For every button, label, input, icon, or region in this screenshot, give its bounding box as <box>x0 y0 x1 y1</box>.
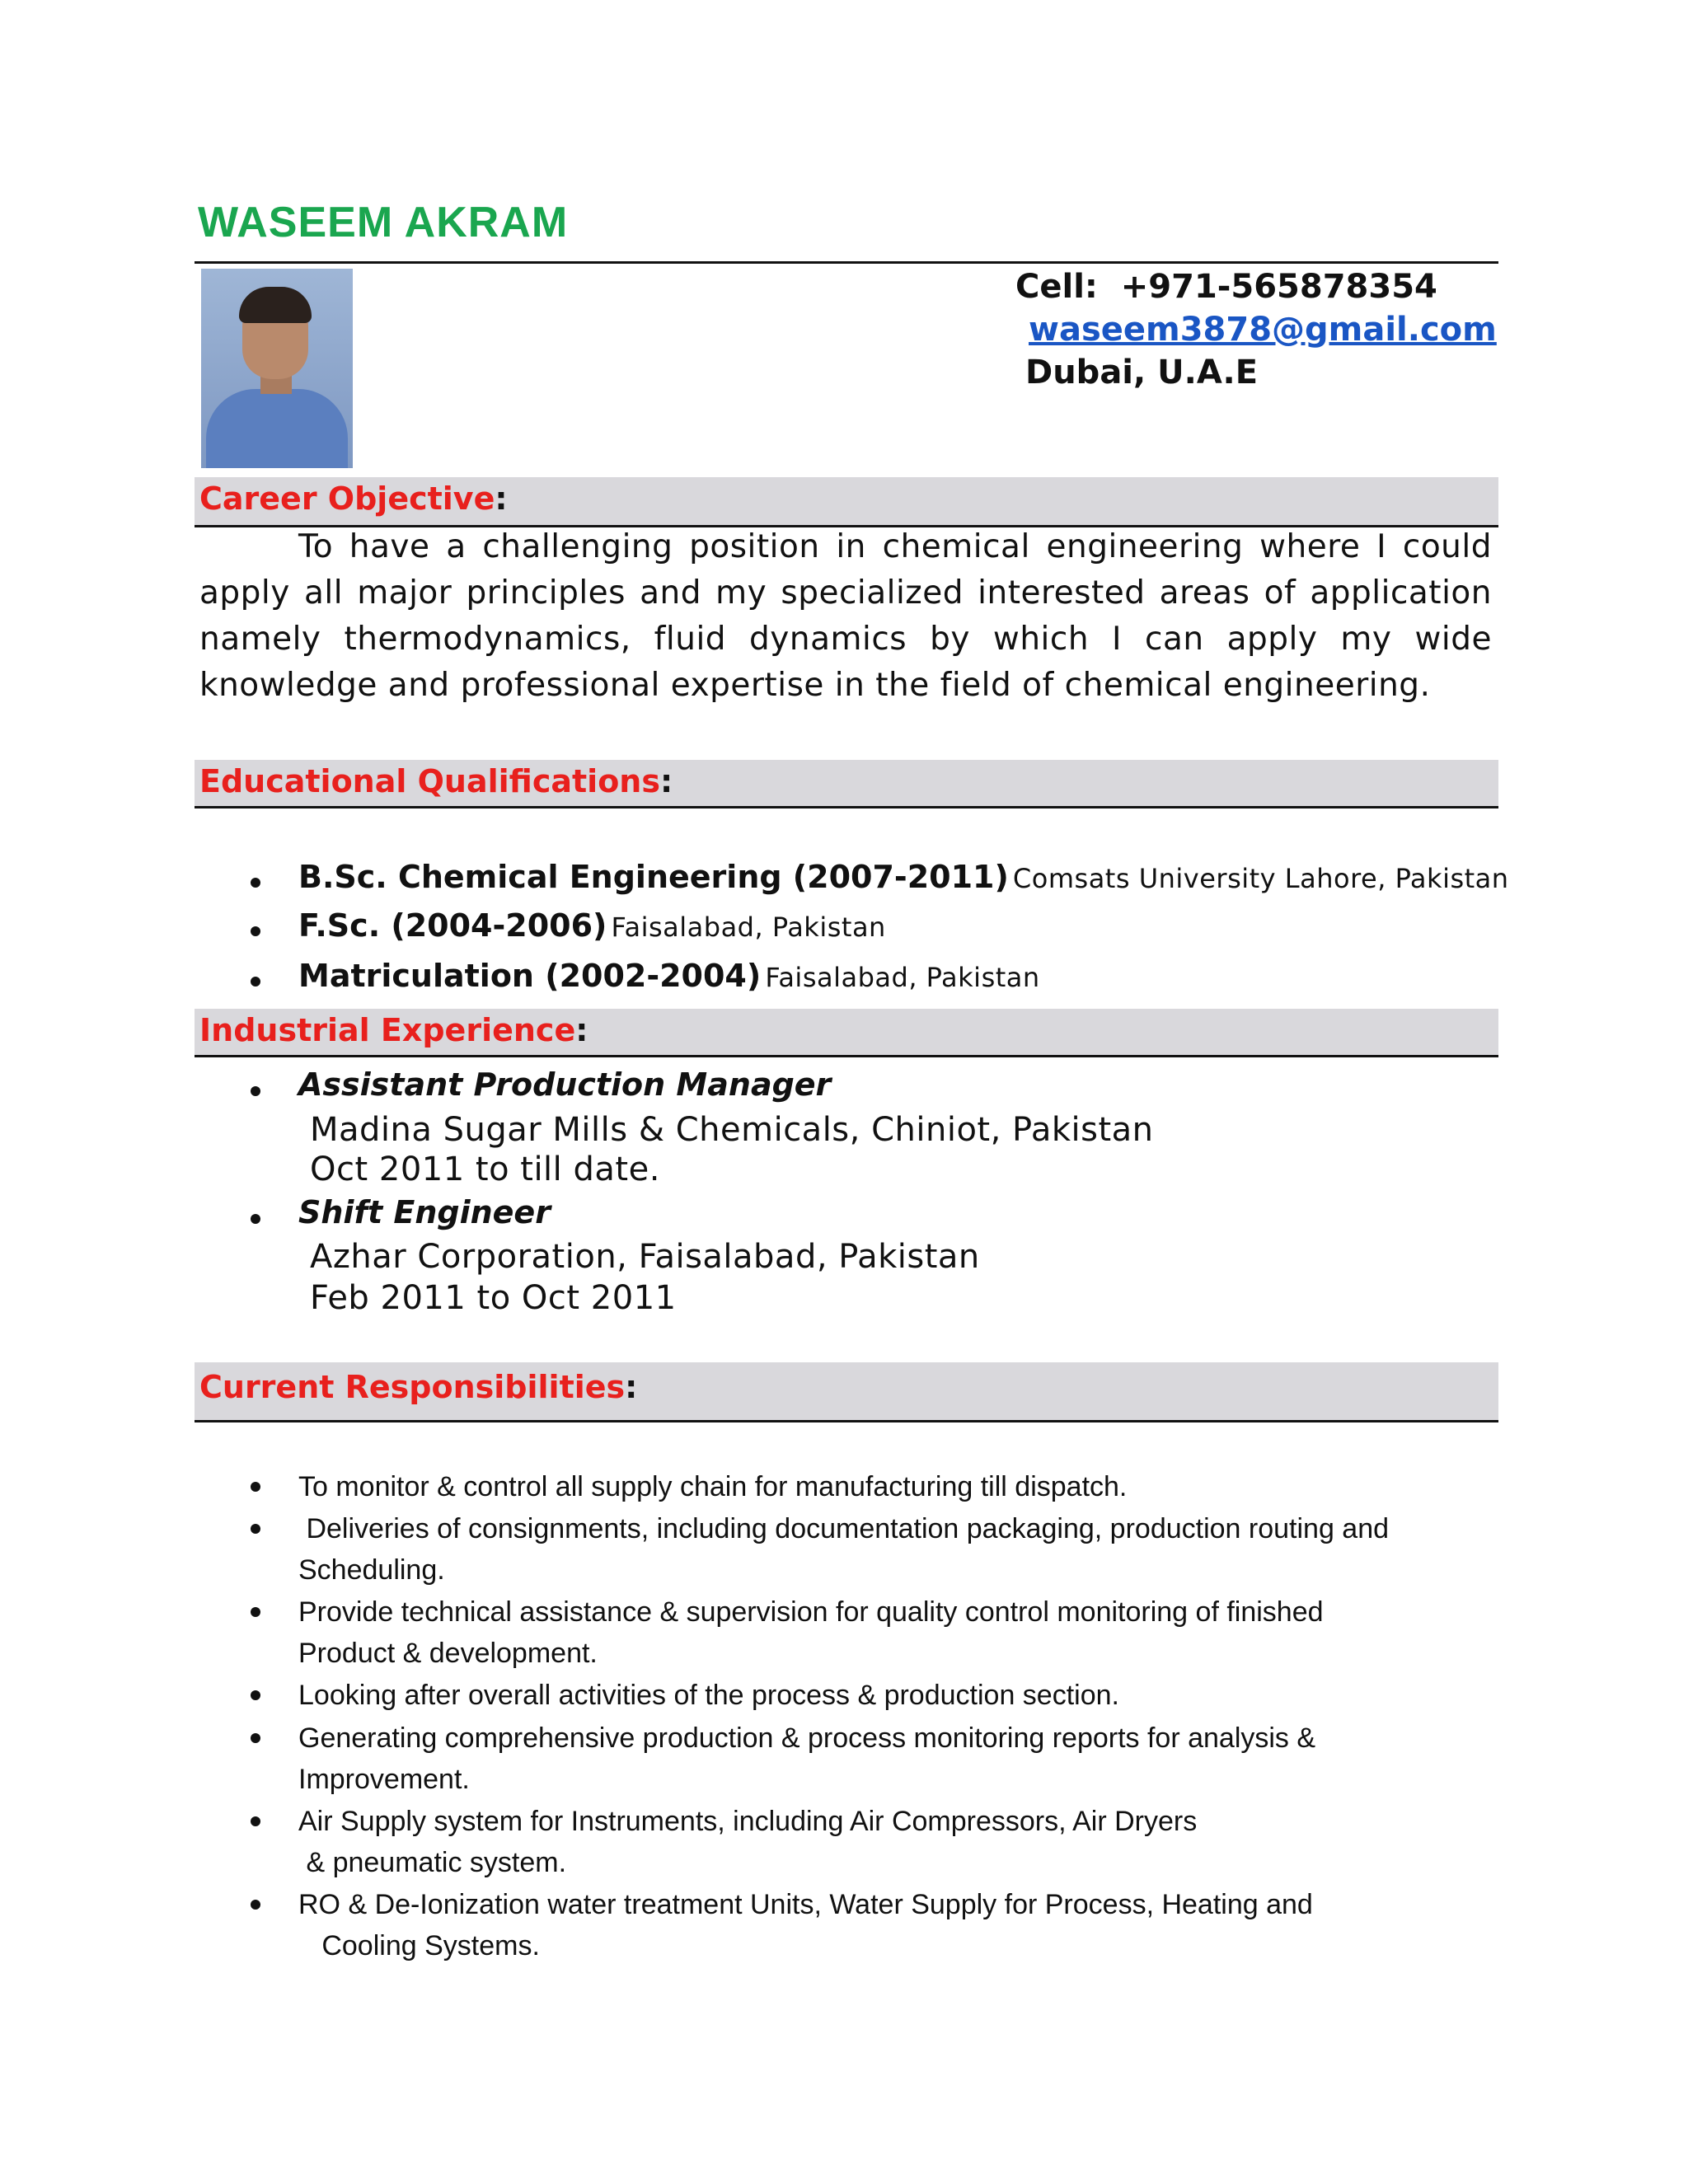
bullet-icon <box>251 1900 260 1910</box>
section-colon: : <box>575 1012 588 1048</box>
responsibility-item <box>298 1466 1127 1507</box>
objective-text: To have a challenging position in chemical engineering where I could apply all major principles and my specialized interested areas of application namely thermodynamics, fluid dynamics by which I can apply my wide knowledge and professional expertise in the field of chemical engineering. <box>199 528 1492 704</box>
degree: F.Sc. (2004-2006) <box>298 907 607 944</box>
section-colon: : <box>659 763 673 799</box>
responsibility-line: RO & De-Ionization water treatment Units, Water Supply for Process, Heating and <box>298 1889 1313 1920</box>
section-experience <box>195 1009 1498 1057</box>
responsibility-item <box>298 1508 1389 1591</box>
location-text: Dubai, U.A.E <box>1025 354 1259 391</box>
institution: Faisalabad, Pakistan <box>611 912 886 943</box>
job-title: Assistant Production Manager <box>298 1066 832 1103</box>
responsibility-line: Improvement. <box>298 1764 470 1795</box>
section-colon: : <box>495 480 508 517</box>
bullet-icon <box>251 1524 260 1534</box>
section-title: Career Objective <box>199 480 495 517</box>
degree: Matriculation (2002-2004) <box>298 958 762 994</box>
bullet-icon <box>251 1214 260 1224</box>
section-responsibilities <box>195 1362 1498 1422</box>
institution: Faisalabad, Pakistan <box>765 962 1040 993</box>
email-link[interactable]: waseem3878@gmail.com <box>1029 311 1497 349</box>
institution: Comsats University Lahore, Pakistan <box>1012 863 1509 894</box>
bullet-icon <box>251 1733 260 1743</box>
header-divider <box>195 261 1498 264</box>
bullet-icon <box>251 1607 260 1617</box>
job-title: Shift Engineer <box>298 1194 551 1230</box>
bullet-icon <box>251 1086 260 1096</box>
bullet-icon <box>251 1690 260 1700</box>
responsibility-line: Looking after overall activities of the process & production section. <box>298 1680 1119 1711</box>
candidate-name: WASEEM AKRAM <box>198 199 569 246</box>
responsibility-line: Product & development. <box>298 1638 598 1669</box>
cell-label: Cell: <box>1015 268 1098 306</box>
responsibility-line: Air Supply system for Instruments, including Air Compressors, Air Dryers <box>298 1806 1198 1837</box>
education-item <box>298 859 1509 895</box>
company: Madina Sugar Mills & Chemicals, Chiniot, Pakistan <box>310 1111 1154 1149</box>
section-title: Current Responsibilities <box>199 1369 626 1405</box>
responsibility-line: & pneumatic system. <box>298 1847 567 1878</box>
responsibility-item <box>298 1675 1119 1716</box>
cell-number: +971-565878354 <box>1120 268 1437 306</box>
responsibility-item <box>298 1591 1324 1674</box>
profile-photo <box>201 269 353 468</box>
education-item <box>298 958 1040 994</box>
responsibility-item <box>298 1718 1315 1800</box>
responsibility-line: Cooling Systems. <box>298 1930 540 1961</box>
bullet-icon <box>251 1482 260 1492</box>
section-colon: : <box>625 1369 638 1405</box>
responsibility-line: Generating comprehensive production & process monitoring reports for analysis & <box>298 1722 1316 1754</box>
cell-line <box>1015 265 1497 308</box>
responsibility-item <box>298 1801 1197 1883</box>
job-period: Feb 2011 to Oct 2011 <box>310 1279 677 1317</box>
responsibility-line: Scheduling. <box>298 1554 445 1586</box>
section-title: Industrial Experience <box>199 1012 576 1048</box>
bullet-icon <box>251 977 260 987</box>
bullet-icon <box>251 1816 260 1826</box>
contact-block <box>1015 265 1497 394</box>
photo-hair <box>239 287 312 323</box>
bullet-icon <box>251 926 260 936</box>
responsibility-line: Provide technical assistance & supervision for quality control monitoring of finished <box>298 1596 1324 1628</box>
responsibility-line: Deliveries of consignments, including documentation packaging, production routing and <box>298 1513 1390 1544</box>
degree: B.Sc. Chemical Engineering (2007-2011) <box>298 859 1009 895</box>
responsibility-line: To monitor & control all supply chain for manufacturing till dispatch. <box>298 1471 1128 1502</box>
responsibility-item <box>298 1884 1313 1966</box>
bullet-icon <box>251 878 260 888</box>
section-career-objective <box>195 477 1498 527</box>
company: Azhar Corporation, Faisalabad, Pakistan <box>310 1238 980 1276</box>
section-title: Educational Qualifications <box>199 763 660 799</box>
job-period: Oct 2011 to till date. <box>310 1151 660 1188</box>
education-item <box>298 907 886 944</box>
section-education <box>195 760 1498 808</box>
photo-shirt <box>206 389 348 468</box>
